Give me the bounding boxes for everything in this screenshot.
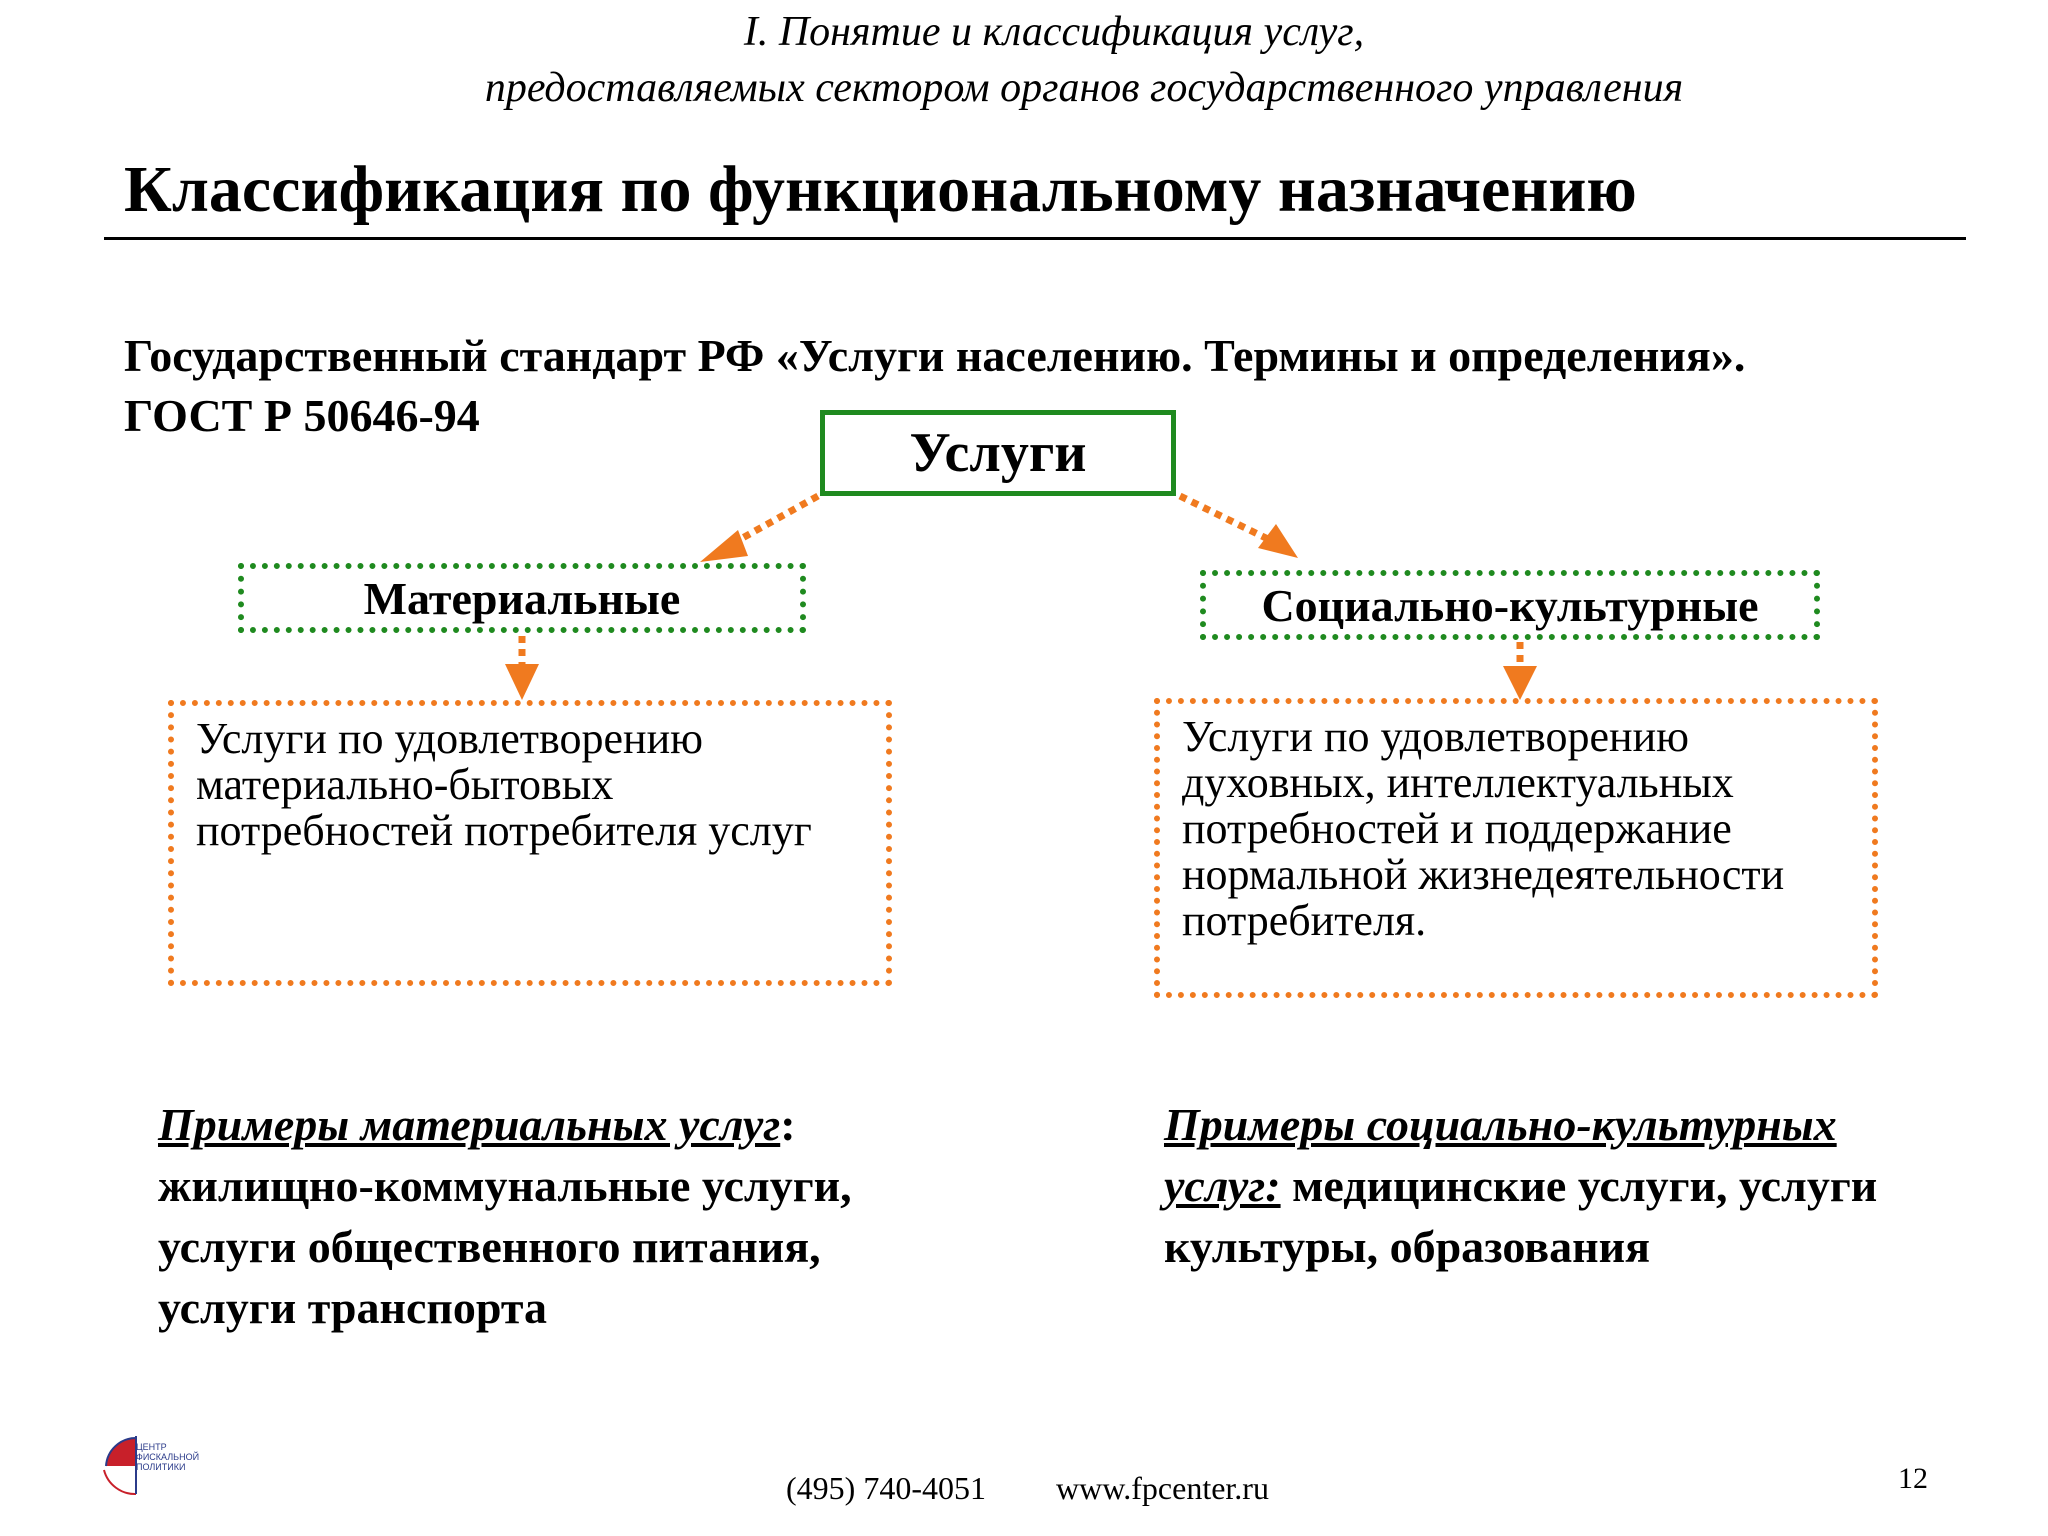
arrow-material-to-def-head bbox=[505, 664, 539, 700]
footer-url[interactable]: www.fpcenter.ru bbox=[1056, 1470, 1269, 1506]
social-category-box bbox=[1200, 570, 1820, 640]
arrow-root-to-social-line bbox=[1180, 496, 1270, 540]
social-examples bbox=[1164, 1094, 1964, 1277]
material-definition-text: Услуги по удовлетворению материально-бытовых потребностей потребителя услуг bbox=[196, 714, 812, 855]
social-definition-box bbox=[1154, 698, 1878, 998]
material-definition-box bbox=[168, 700, 892, 986]
material-examples-label: Примеры материальных услуг bbox=[158, 1099, 781, 1150]
header-line-2: предоставляемых сектором органов государственного управления bbox=[484, 65, 1684, 111]
social-category-label: Социально-культурные bbox=[1261, 579, 1759, 631]
page-number: 12 bbox=[1898, 1462, 1928, 1495]
social-examples-text: медицинские услуги, услуги культуры, образования bbox=[1164, 1160, 1878, 1272]
social-examples-label: Примеры социально-культурных услуг: bbox=[1164, 1099, 1837, 1211]
material-examples-text: жилищно-коммунальные услуги, услуги общественного питания, услуги транспорта bbox=[158, 1160, 852, 1333]
standard-line-1: Государственный стандарт РФ «Услуги населению. Термины и определения». bbox=[124, 330, 1746, 381]
social-definition-text: Услуги по удовлетворению духовных, интеллектуальных потребностей и поддержание нормальной жизнедеятельности потребителя. bbox=[1182, 712, 1785, 945]
title-divider bbox=[104, 237, 1966, 240]
arrow-root-to-material-head bbox=[700, 530, 748, 562]
root-node-box bbox=[820, 410, 1176, 496]
arrow-root-to-material-line bbox=[728, 496, 818, 546]
standard-line-2: ГОСТ Р 50646-94 bbox=[124, 390, 480, 441]
material-examples bbox=[158, 1094, 918, 1338]
page-title: Классификация по функциональному назначению bbox=[124, 153, 1637, 226]
footer-phone: (495) 740-4051 bbox=[786, 1470, 986, 1506]
material-category-box bbox=[238, 563, 806, 633]
arrow-social-to-def-head bbox=[1503, 666, 1537, 700]
logo-text: ЦЕНТР ФИСКАЛЬНОЙ ПОЛИТИКИ bbox=[136, 1442, 200, 1472]
logo-icon bbox=[100, 1432, 140, 1496]
material-examples-colon: : bbox=[780, 1099, 796, 1150]
header-line-1: I. Понятие и классификация услуг, bbox=[743, 9, 1365, 55]
arrow-root-to-social-head bbox=[1258, 524, 1298, 558]
root-node-label: Услуги bbox=[909, 422, 1087, 484]
material-category-label: Материальные bbox=[363, 572, 681, 624]
